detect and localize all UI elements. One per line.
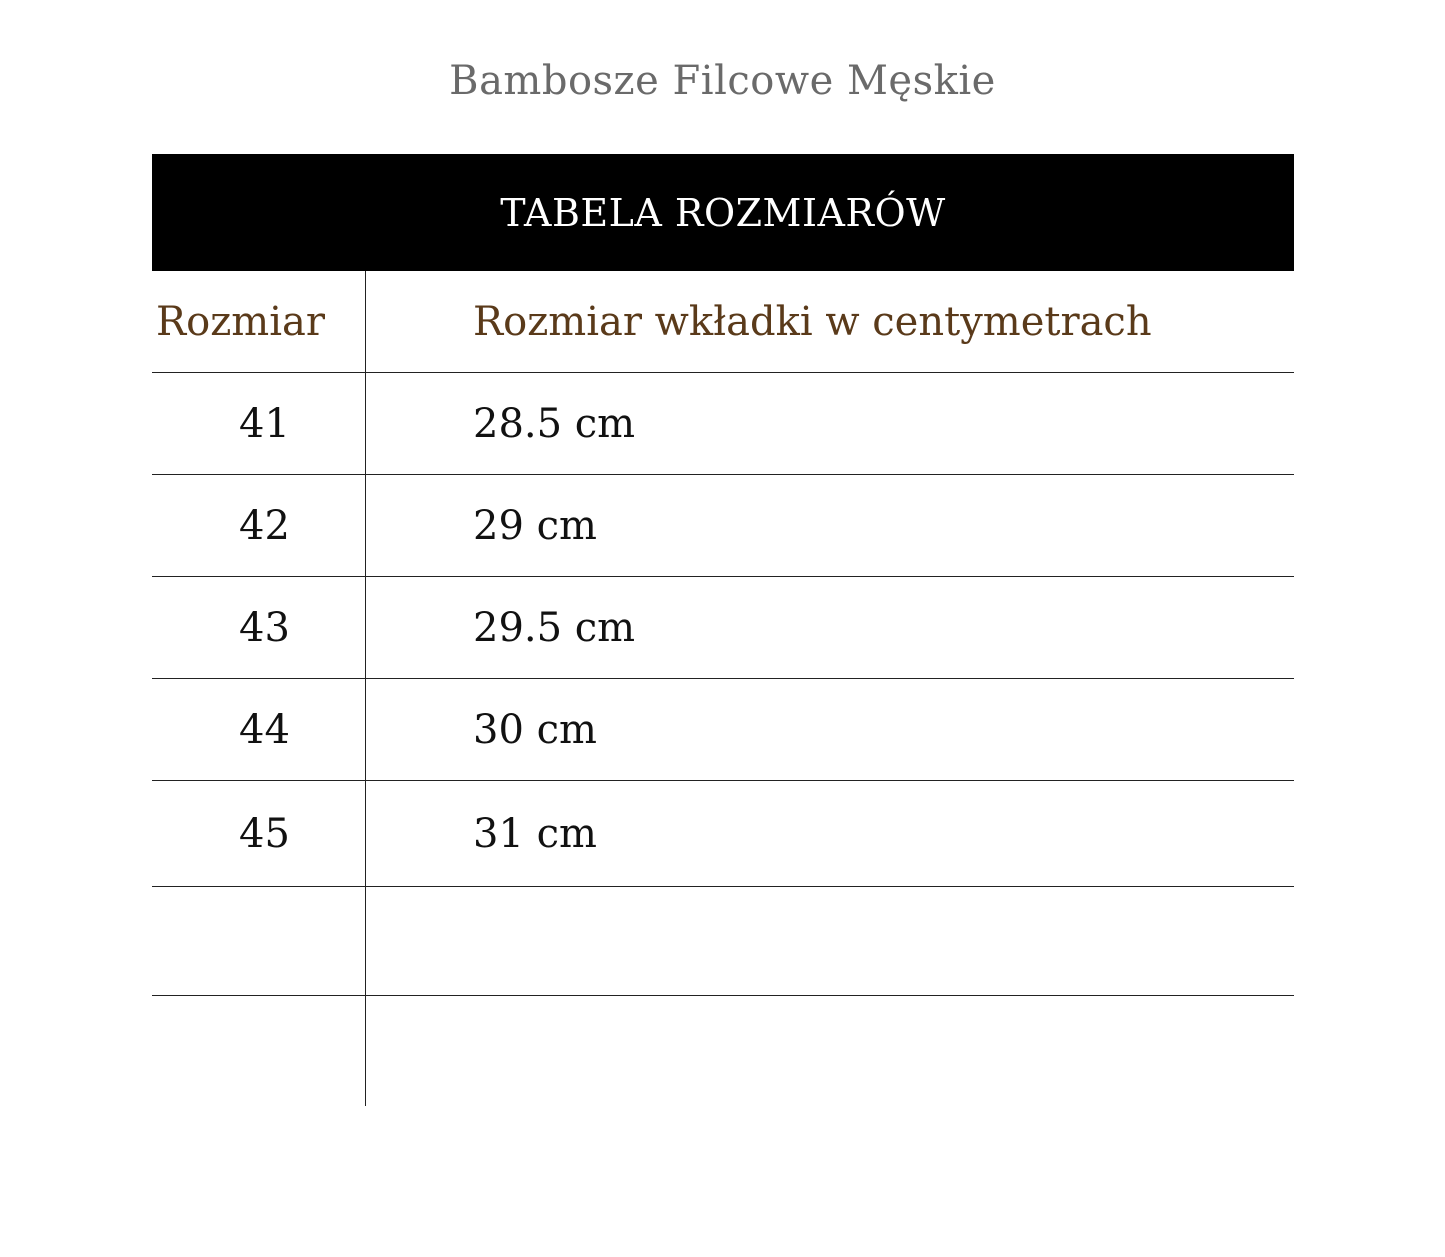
empty-table-row bbox=[152, 887, 1294, 996]
size-table bbox=[152, 154, 1294, 1106]
header-size: Rozmiar bbox=[152, 271, 366, 372]
insole-cell: 29 cm bbox=[473, 502, 597, 549]
size-cell: 43 bbox=[152, 577, 366, 678]
insole-cell: 29.5 cm bbox=[473, 604, 636, 651]
empty-size-cell bbox=[152, 887, 366, 995]
size-cell: 45 bbox=[152, 781, 366, 886]
table-row bbox=[152, 373, 1294, 475]
table-banner: TABELA ROZMIARÓW bbox=[152, 154, 1294, 271]
empty-insole-cell bbox=[366, 887, 1294, 995]
table-header-row bbox=[152, 271, 1294, 373]
size-cell: 41 bbox=[152, 373, 366, 474]
insole-cell: 30 cm bbox=[473, 706, 597, 753]
page-title: Bambosze Filcowe Męskie bbox=[449, 58, 996, 104]
size-cell: 44 bbox=[152, 679, 366, 780]
header-insole: Rozmiar wkładki w centymetrach bbox=[473, 298, 1152, 345]
insole-cell: 28.5 cm bbox=[473, 400, 636, 447]
empty-table-row bbox=[152, 996, 1294, 1106]
table-row bbox=[152, 679, 1294, 781]
empty-size-cell bbox=[152, 996, 366, 1106]
size-cell: 42 bbox=[152, 475, 366, 576]
insole-cell: 31 cm bbox=[473, 810, 597, 857]
table-row bbox=[152, 781, 1294, 887]
empty-insole-cell bbox=[366, 996, 1294, 1106]
table-row bbox=[152, 475, 1294, 577]
table-row bbox=[152, 577, 1294, 679]
